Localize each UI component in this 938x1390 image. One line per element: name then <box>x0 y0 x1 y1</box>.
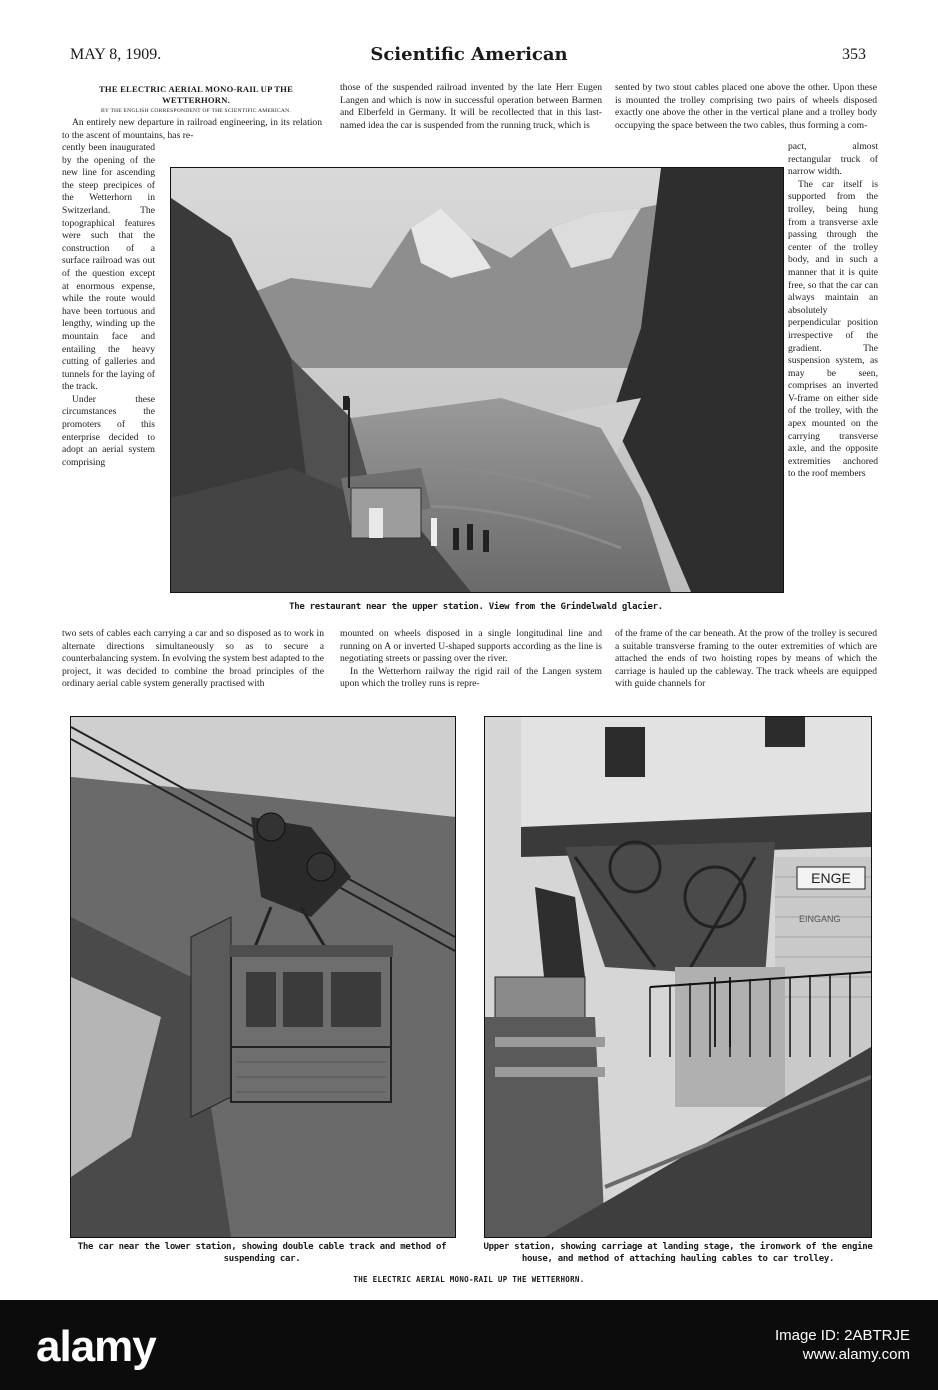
column-3-narrow-text: pact, almost rectangular truck of narrow width. The car itself is supported from the trolley, being hung from a transverse axle passing through the center of the trolley body, and in such a manner that it is quite free, so that the car can always maintain an absolutely perpendicular position irrespective of the gradient. The suspension system, as may be seen, comprises an inverted V-frame on either side of the trolley, with the apex mounted on the carrying transverse axle, and the opposite extremities anchored to the roof members <box>788 141 878 480</box>
lower-column-3-text: of the frame of the car beneath. At the prow of the trolley is secured a suitable transverse framing to the outer extremities of which are attached the ends of two hoisting ropes by means of which the carriage is hauled up the cableway. The track wheels are equipped with guide channels for <box>615 628 877 690</box>
column-1-top-text: An entirely new departure in railroad engineering, in its relation to the ascent of mountains, has re- <box>62 117 322 141</box>
image-id-block <box>775 1326 910 1364</box>
column-2-top-text: those of the suspended railroad invented by the late Herr Eugen Langen and which is now in successful operation between Barmen and Elberfeld in Germany. It will be recollected that in this last-named idea the car is suspended from the running truck, which is <box>340 82 602 131</box>
alamy-logo: alamy <box>36 1322 156 1371</box>
top-photo-caption: The restaurant near the upper station. View from the Grindelwald glacier. <box>289 602 663 612</box>
issue-date: MAY 8, 1909. <box>70 46 162 63</box>
magazine-title: Scientific American <box>370 44 568 65</box>
enge-sign: ENGE <box>811 870 851 886</box>
image-id: Image ID: 2ABTRJE <box>774 1327 910 1344</box>
bottom-left-caption: The car near the lower station, showing double cable track and method of suspending car. <box>77 1242 447 1264</box>
eingang-sign: EINGANG <box>799 914 841 924</box>
upper-station-photo <box>484 716 872 1238</box>
lower-column-2-text: mounted on wheels disposed in a single longitudinal line and running on A or inverted U-shaped supports according as the line is negotiating streets or passing over the river. In the Wetterhorn railway the rigid rail of the Langen system upon which the trolley runs is repre- <box>340 628 602 690</box>
article-byline: BY THE ENGLISH CORRESPONDENT OF THE SCIENTIFIC AMERICAN. <box>100 108 291 114</box>
page-number: 353 <box>842 46 866 63</box>
lower-station-car-photo <box>70 716 456 1238</box>
lower-column-1-text: two sets of cables each carrying a car and so disposed as to work in alternate directions simultaneously so as to secure a counterbalancing system. In evolving the system best adapted to the project, it was decided to combine the broad principles of the ordinary aerial cable system generally practised with <box>62 628 324 690</box>
glacier-restaurant-photo <box>170 167 784 593</box>
site-url: www.alamy.com <box>802 1346 910 1363</box>
figure-page-title: THE ELECTRIC AERIAL MONO-RAIL UP THE WETTERHORN. <box>353 1275 585 1284</box>
column-1-narrow-text: cently been inaugurated by the opening of the new line for ascending the steep precipices of the Wetterhorn in Switzerland. The topographical features were such that the construction of a surface railroad was out of the question except at enormous expense, while the route would have been tortuous and lengthy, winding up the mountain face and entailing the heavy cutting of galleries and tunnels for the laying of the track. Under these circumstances the promoters of this enterprise decided to adopt an aerial system comprising <box>62 142 155 468</box>
column-3-top-text: sented by two stout cables placed one above the other. Upon these is mounted the trolley comprising two pairs of wheels disposed exactly one above the other in the vertical plane and a trolley body occupying the space between the two cables, thus forming a com- <box>615 82 877 131</box>
bottom-right-caption: Upper station, showing carriage at landing stage, the ironwork of the engine house, and method of attaching hauling cables to car trolley. <box>483 1242 873 1264</box>
article-title: THE ELECTRIC AERIAL MONO-RAIL UP THE WETTERHORN. <box>99 84 293 105</box>
